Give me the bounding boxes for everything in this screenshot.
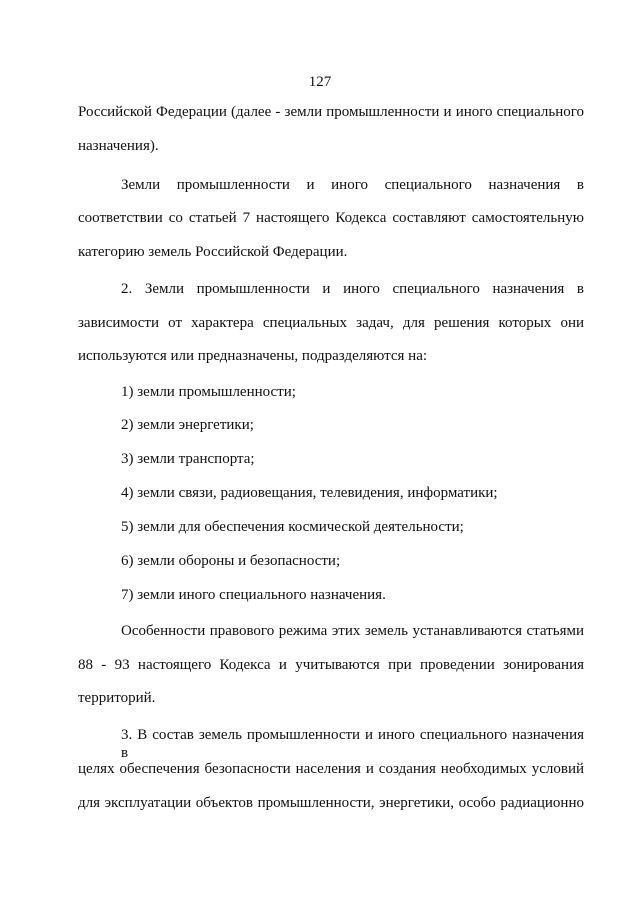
text-line: Земли промышленности и иного специального назначения в xyxy=(121,177,584,193)
text-line: 88 - 93 настоящего Кодекса и учитываются при проведении зонирования xyxy=(78,657,584,673)
text-line: 2. Земли промышленности и иного специального назначения в xyxy=(121,281,584,297)
list-item: 3) земли транспорта; xyxy=(121,451,255,467)
list-item: 5) земли для обеспечения космической деятельности; xyxy=(121,519,464,535)
list-item: 7) земли иного специального назначения. xyxy=(121,587,386,603)
text-line: назначения). xyxy=(78,138,159,154)
text-line: Особенности правового режима этих земель устанавливаются статьями xyxy=(121,623,584,639)
list-item: 2) земли энергетики; xyxy=(121,417,254,433)
text-line: для эксплуатации объектов промышленности, энергетики, особо радиационно xyxy=(78,795,584,811)
text-line: Российской Федерации (далее - земли промышленности и иного специального xyxy=(78,104,584,120)
list-item: 1) земли промышленности; xyxy=(121,384,296,400)
text-line: категорию земель Российской Федерации. xyxy=(78,244,348,260)
text-line: используются или предназначены, подразделяются на: xyxy=(78,348,428,364)
text-line: территорий. xyxy=(78,690,156,706)
text-line: соответствии со статьей 7 настоящего Кодекса составляют самостоятельную xyxy=(78,210,584,226)
list-item: 6) земли обороны и безопасности; xyxy=(121,553,341,569)
page-number: 127 xyxy=(308,74,332,90)
list-item: 4) земли связи, радиовещания, телевидения, информатики; xyxy=(121,485,498,501)
text-line: целях обеспечения безопасности населения и создания необходимых условий xyxy=(78,761,584,777)
text-line: зависимости от характера специальных задач, для решения которых они xyxy=(78,315,584,331)
text-line: 3. В состав земель промышленности и иного специального назначения в xyxy=(121,727,584,761)
